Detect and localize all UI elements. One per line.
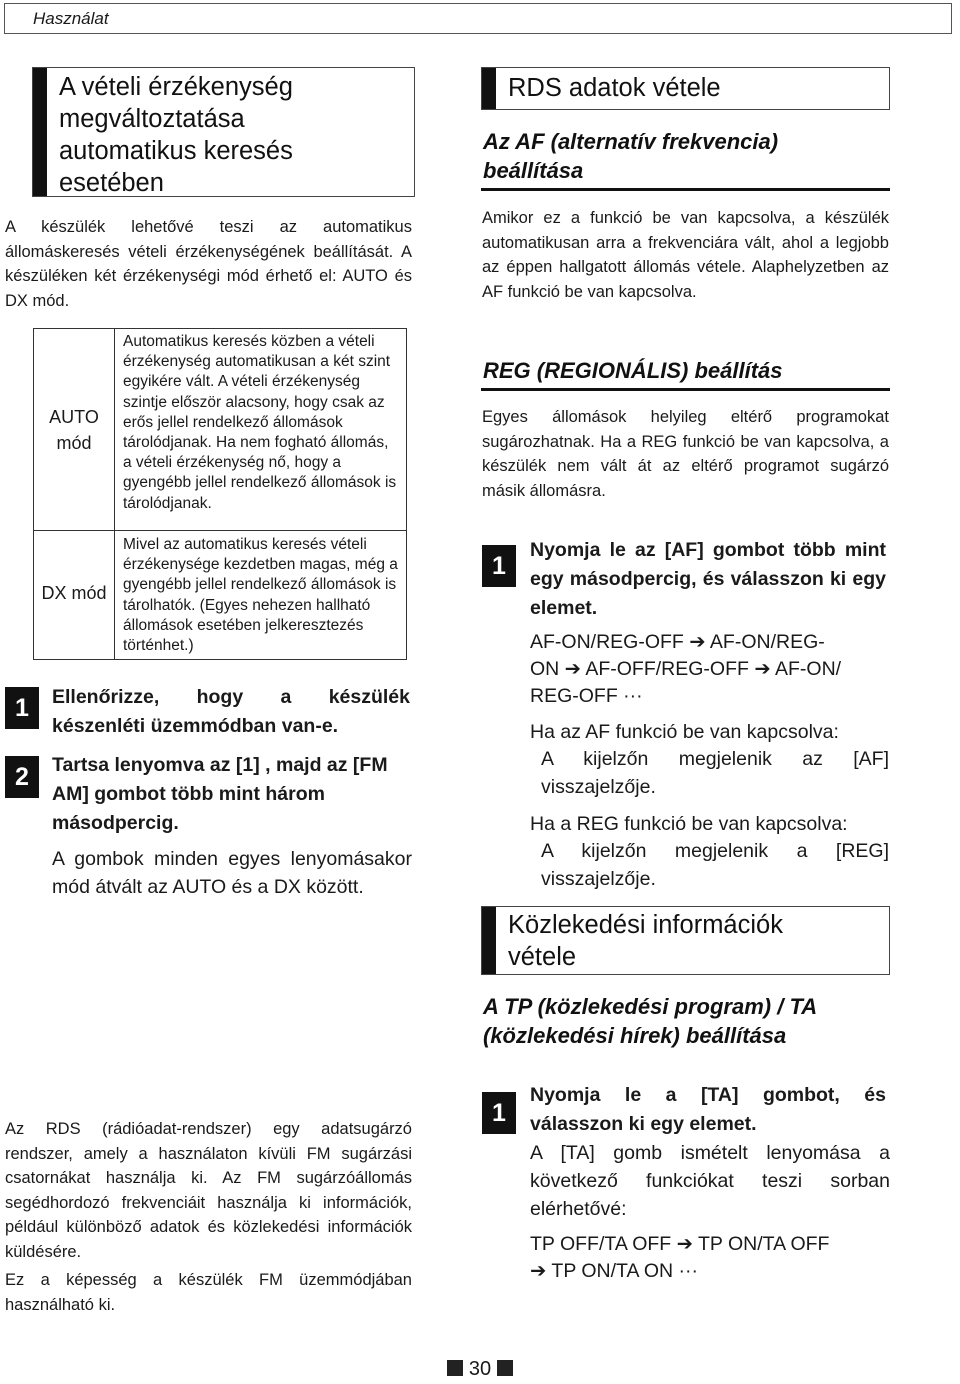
intro-paragraph: A készülék lehetővé teszi az automatikus állomáskeresés vételi érzékenységének beállítását. A készüléken két érzékenységi mód érhető el: AUTO és DX mód. [5, 218, 412, 310]
tp-ta-cycle-line2: ➔ TP ON/TA ON ··· [530, 1260, 699, 1282]
section-title-box-rds [481, 67, 890, 110]
table-row-auto-mode-description: Automatikus keresés közben a vételi érzékenység automatikusan a két szint egyikére vált. A vételi érzékenység szintje először alacsony, hogy csak az erős jellel rendelkező állomások tárolódjanak. Ha nem fogható állomás, a vételi érzékenység nő, hogy a gyengébb jellel rendelkező állomások is tárolódjanak. [123, 333, 397, 512]
section-title-rds: RDS adatok vétele [508, 74, 721, 102]
step-2-text: Tartsa lenyomva az [1] , majd az [FM AM] gombot több mint három másodpercig. [52, 754, 388, 834]
step-badge-ta: 1 [482, 1092, 516, 1134]
reg-on-text: A kijelzőn megjelenik a [REG] visszajelzője. [541, 840, 889, 890]
table-divider-horizontal [34, 530, 406, 531]
mode-table [33, 328, 407, 660]
step-2-note: A gombok minden egyes lenyomásakor mód átvált az AUTO és a DX között. [52, 848, 412, 898]
page-number: 30 [468, 1358, 492, 1380]
header-label: Használat [33, 9, 109, 28]
af-reg-cycle [530, 628, 892, 710]
table-row-auto-mode-label [34, 404, 114, 456]
step-ta-text: Nyomja le a [TA] gombot, és válasszon ki egy elemet. [530, 1084, 886, 1135]
af-reg-cycle-line3: REG-OFF ··· [530, 685, 643, 707]
subtitle-reg-rule [481, 388, 890, 391]
mode-label-line2: mód [56, 433, 92, 453]
step-badge-2: 2 [5, 756, 39, 798]
reg-paragraph: Egyes állomások helyileg eltérő programokat sugározhatnak. Ha a REG funkció be van kapcsolva, a készülék nem vált át az eltérő programot sugárzó másik állomásra. [482, 408, 889, 500]
rds-note-paragraph-2: Ez a képesség a készülék FM üzemmódjában használható ki. [5, 1271, 412, 1314]
table-row-dx-mode-label: DX mód [41, 583, 107, 603]
af-on-text: A kijelzőn megjelenik az [AF] visszajelzője. [541, 748, 889, 798]
page-marker-square-icon [447, 1360, 463, 1376]
step-badge-af: 1 [482, 545, 516, 587]
af-paragraph: Amikor ez a funkció be van kapcsolva, a készülék automatikusan arra a frekvenciára vált, ahol a legjobb az éppen hallgatott állomás vétele. Alaphelyzetben az AF funkció be van kapcsolva. [482, 209, 889, 301]
ta-paragraph: A [TA] gomb ismételt lenyomása a következő funkciókat teszi sorban elérhetővé: [530, 1142, 890, 1220]
reg-on-label: Ha a REG funkció be van kapcsolva: [530, 813, 848, 835]
section-title-box-traffic [481, 906, 890, 975]
subtitle-tp-ta: A TP (közlekedési program) / TA (közlekedési hírek) beállítása [483, 994, 817, 1048]
af-on-label: Ha az AF funkció be van kapcsolva: [530, 721, 839, 743]
title-bar-marker [33, 68, 47, 196]
step-badge-1: 1 [5, 687, 39, 729]
section-title-traffic: Közlekedési információk vétele [508, 911, 783, 971]
step-af-text: Nyomja le az [AF] gombot több mint egy másodpercig, és válasszon ki egy elemet. [530, 539, 886, 619]
table-divider-vertical [114, 329, 115, 659]
tp-ta-cycle [530, 1230, 892, 1285]
page-marker-square-icon [497, 1360, 513, 1376]
af-reg-cycle-line1: AF-ON/REG-OFF ➔ AF-ON/REG- [530, 631, 825, 653]
page-footer [0, 1358, 960, 1384]
mode-label-line1: AUTO [49, 407, 99, 427]
section-title-box-sensitivity [32, 67, 415, 197]
title-bar-marker [482, 68, 496, 109]
step-1-text: Ellenőrizze, hogy a készülék készenléti üzemmódban van-e. [52, 686, 410, 737]
subtitle-af-rule [481, 188, 890, 191]
af-reg-cycle-line2: ON ➔ AF-OFF/REG-OFF ➔ AF-ON/ [530, 658, 842, 680]
tp-ta-cycle-line1: TP OFF/TA OFF ➔ TP ON/TA OFF [530, 1233, 830, 1255]
rds-note-paragraph-1: Az RDS (rádióadat-rendszer) egy adatsugárzó rendszer, amely a használaton kívüli FM sugárzási csatornákat használja ki. Az FM sugárzóállomás segédhordozó frekvenciáit használja ki információk, például különböző adatok és közlekedési információk küldésére. [5, 1120, 412, 1261]
page-header [4, 3, 952, 34]
title-bar-marker [482, 907, 496, 974]
subtitle-reg: REG (REGIONÁLIS) beállítás [483, 358, 783, 383]
table-row-dx-mode-description: Mivel az automatikus keresés vételi érzékenysége kezdetben magas, még a gyengébb jellel rendelkező állomások is tárolhatók. (Egyes nehezen hallható állomások esetében jelkeresztezés történhet.) [123, 536, 398, 655]
subtitle-af: Az AF (alternatív frekvencia) beállítása [483, 129, 779, 183]
section-title-sensitivity: A vételi érzékenység megváltoztatása automatikus keresés esetében [59, 73, 293, 197]
